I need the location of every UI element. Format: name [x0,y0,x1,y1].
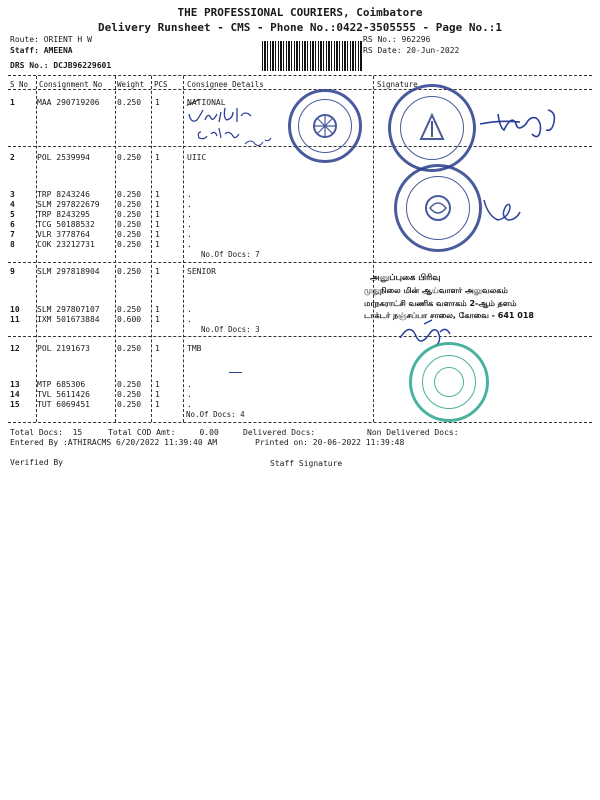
cell-sno: 11 [10,315,20,324]
staff-signature: Staff Signature [270,459,343,468]
signature-mark [478,102,568,142]
col-divider [151,76,152,422]
cell-sno: 13 [10,380,20,389]
pen-stroke-mark [229,372,242,373]
uiic-round-stamp [394,164,482,252]
group-doc-count: No.Of Docs: 7 [201,250,260,259]
group-rule [8,262,592,263]
cell-weight: 0.250 [117,240,142,249]
cell-consignee: . [187,220,192,229]
rs-number: RS No.: 962296 [363,35,431,44]
cell-weight: 0.250 [117,400,142,409]
cell-consignee: . [187,190,192,199]
signature-mark [480,196,530,236]
company-round-stamp [288,89,362,163]
cell-consignee: . [187,380,192,389]
cell-consignment: IXM 501673884 [37,315,100,324]
cell-consignee: . [187,390,192,399]
cell-consignment: MTP 685306 [37,380,86,389]
group-rule [8,336,592,337]
cell-consignment: MAA 290719206 [37,98,100,107]
barcode [262,41,362,71]
cell-consignment: TUT 6069451 [37,400,90,409]
entered-by: Entered By :ATHIRACMS 6/20/2022 11:39:40 AM [10,438,218,447]
cell-pcs: 1 [155,210,160,219]
cell-sno: 9 [10,267,15,276]
cell-consignee: UIIC [187,153,207,162]
cell-consignee: . [187,230,192,239]
cell-consignment: TRP 8243295 [37,210,90,219]
cell-pcs: 1 [155,200,160,209]
total-docs: Total Docs: 15 [10,428,83,437]
office-name-stamp: முதுநிலை மின் ஆய்வாளர் அலுவலகம் [364,286,508,295]
cell-weight: 0.250 [117,200,142,209]
cell-consignment: TVL 5611426 [37,390,90,399]
cell-consignment: SLM 297807107 [37,305,100,314]
cell-sno: 4 [10,200,15,209]
cell-consignment: SLM 297818904 [37,267,100,276]
office-address-stamp: மாநகராட்சி வணிக வளாகம் 2-ஆம் தளம் [364,299,517,308]
cell-consignment: COK 23212731 [37,240,95,249]
cell-weight: 0.250 [117,210,142,219]
cell-consignment: POL 2539994 [37,153,90,162]
runsheet-subtitle: Delivery Runsheet - CMS - Phone No.:0422-3505555 - Page No.:1 [98,21,502,34]
cell-weight: 0.600 [117,315,142,324]
rs-date: RS Date: 20-Jun-2022 [363,46,460,55]
col-divider [183,76,184,422]
cell-sno: 8 [10,240,15,249]
insurance-round-stamp [388,84,476,172]
handwritten-note [185,104,285,154]
cell-weight: 0.250 [117,153,142,162]
col-header-sno: S No [10,80,29,89]
cell-consignment: POL 2191673 [37,344,90,353]
cell-sno: 5 [10,210,15,219]
cell-pcs: 1 [155,98,160,107]
verified-by: Verified By [10,458,63,467]
col-header-signature: Signature [377,80,418,89]
cell-pcs: 1 [155,190,160,199]
cell-consignment: TRP 8243246 [37,190,90,199]
cell-sno: 15 [10,400,20,409]
office-road-stamp: டாக்டர் நஞ்சப்பா சாலை, கோவை - 641 018 [364,311,534,320]
cell-consignee: . [187,305,192,314]
cell-pcs: 1 [155,315,160,324]
cell-weight: 0.250 [117,305,142,314]
col-header-consignee: Consignee Details [187,80,264,89]
cell-pcs: 1 [155,390,160,399]
bank-round-stamp [409,342,489,422]
cell-pcs: 1 [155,153,160,162]
cell-sno: 2 [10,153,15,162]
cell-weight: 0.250 [117,380,142,389]
cell-consignee: . [187,240,192,249]
cell-weight: 0.250 [117,267,142,276]
cell-pcs: 1 [155,380,160,389]
cell-weight: 0.250 [117,190,142,199]
cell-sno: 6 [10,220,15,229]
cell-pcs: 1 [155,344,160,353]
total-cod-amount: Total COD Amt: 0.00 [108,428,219,437]
cell-weight: 0.250 [117,390,142,399]
cell-weight: 0.250 [117,344,142,353]
cell-sno: 10 [10,305,20,314]
cell-consignment: TCG 50188532 [37,220,95,229]
col-divider [115,76,116,422]
table-header-rule [8,89,592,90]
col-header-pcs: PCS [154,80,168,89]
cell-consignment: SLM 297822679 [37,200,100,209]
cell-pcs: 1 [155,400,160,409]
cell-consignee: . [187,200,192,209]
cell-pcs: 1 [155,230,160,239]
drs-number: DRS No.: DCJB96229601 [10,61,112,70]
col-header-weight: Weight [117,80,145,89]
group-doc-count: No.Of Docs: 4 [186,410,245,419]
cell-pcs: 1 [155,305,160,314]
cell-sno: 12 [10,344,20,353]
cell-weight: 0.250 [117,230,142,239]
cell-sno: 1 [10,98,15,107]
cell-pcs: 1 [155,267,160,276]
cell-weight: 0.250 [117,220,142,229]
col-divider [373,76,374,422]
cell-pcs: 1 [155,220,160,229]
table-top-rule [8,75,592,76]
cell-consignment: VLR 3778764 [37,230,90,239]
route-label: Route: ORIENT H W [10,35,92,44]
col-divider [36,76,37,422]
cell-consignee: . [187,315,192,324]
company-title: THE PROFESSIONAL COURIERS, Coimbatore [177,6,423,19]
cell-consignee: . [187,400,192,409]
col-header-consignment: Consignment No [39,80,103,89]
table-bottom-rule [8,422,592,423]
cell-sno: 14 [10,390,20,399]
cell-sno: 7 [10,230,15,239]
group-doc-count: No.Of Docs: 3 [201,325,260,334]
cell-consignee: NATIONAL [187,98,226,107]
cell-consignee: . [187,210,192,219]
staff-label: Staff: AMEENA [10,46,73,55]
printed-on: Printed on: 20-06-2022 11:39:48 [255,438,405,447]
dispatch-section-stamp: அனுப்புகை பிரிவு [370,273,441,283]
cell-sno: 3 [10,190,15,199]
non-delivered-docs: Non Delivered Docs: [367,428,459,437]
cell-pcs: 1 [155,240,160,249]
cell-weight: 0.250 [117,98,142,107]
cell-consignee: SENIOR [187,267,216,276]
delivered-docs: Delivered Docs: [243,428,316,437]
cell-consignee: TMB [187,344,202,353]
